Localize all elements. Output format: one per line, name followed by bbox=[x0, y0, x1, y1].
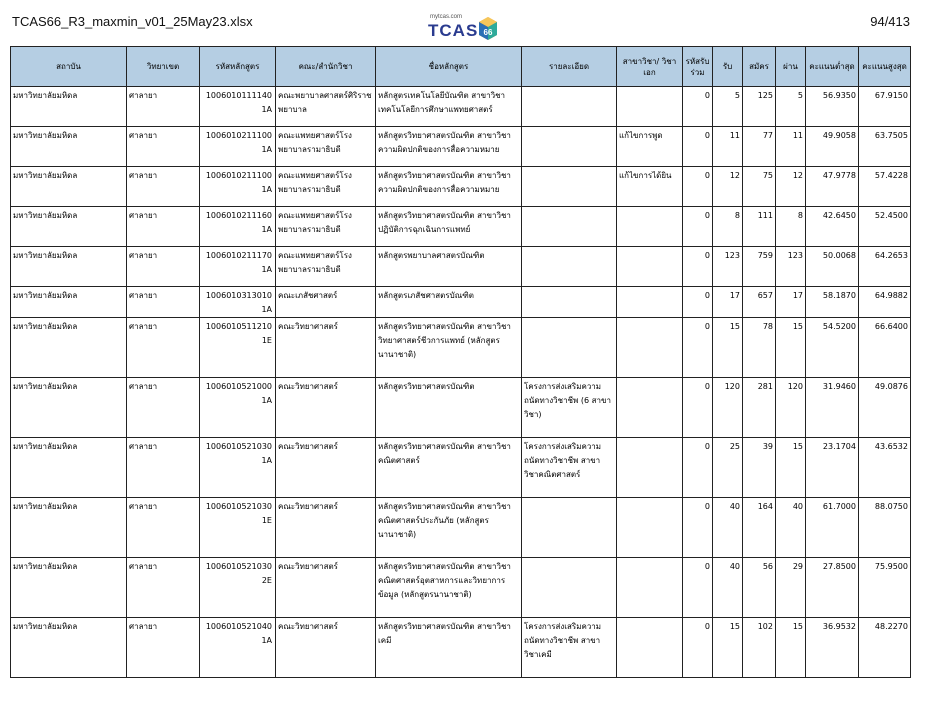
accept-cell: 25 bbox=[713, 438, 743, 498]
pass-cell: 12 bbox=[776, 167, 806, 207]
max-score-cell: 52.4500 bbox=[859, 207, 911, 247]
program-name-cell: หลักสูตรวิทยาศาสตรบัณฑิต bbox=[376, 378, 522, 438]
col-apply-header: สมัคร bbox=[743, 47, 776, 87]
campus-cell: ศาลายา bbox=[127, 207, 200, 247]
pass-cell: 120 bbox=[776, 378, 806, 438]
institution-cell: มหาวิทยาลัยมหิดล bbox=[11, 247, 127, 287]
faculty-cell: คณะแพทยศาสตร์โรงพยาบาลรามาธิบดี bbox=[276, 127, 376, 167]
min-score-cell: 50.0068 bbox=[806, 247, 859, 287]
max-score-cell: 66.6400 bbox=[859, 318, 911, 378]
file-title: TCAS66_R3_maxmin_v01_25May23.xlsx bbox=[12, 14, 253, 29]
major-cell bbox=[617, 618, 683, 678]
pass-cell: 123 bbox=[776, 247, 806, 287]
program-name-cell: หลักสูตรพยาบาลศาสตรบัณฑิต bbox=[376, 247, 522, 287]
accept-cell: 11 bbox=[713, 127, 743, 167]
pass-cell: 15 bbox=[776, 318, 806, 378]
faculty-cell: คณะแพทยศาสตร์โรงพยาบาลรามาธิบดี bbox=[276, 207, 376, 247]
joint-code-cell: 0 bbox=[683, 207, 713, 247]
faculty-cell: คณะพยาบาลศาสตร์ศิริราชพยาบาล bbox=[276, 87, 376, 127]
detail-cell bbox=[522, 318, 617, 378]
institution-cell: มหาวิทยาลัยมหิดล bbox=[11, 378, 127, 438]
min-score-cell: 31.9460 bbox=[806, 378, 859, 438]
institution-cell: มหาวิทยาลัยมหิดล bbox=[11, 127, 127, 167]
major-cell bbox=[617, 558, 683, 618]
min-score-cell: 47.9778 bbox=[806, 167, 859, 207]
major-cell bbox=[617, 287, 683, 318]
min-score-cell: 58.1870 bbox=[806, 287, 859, 318]
program-code-cell: 10060101111401A bbox=[200, 87, 276, 127]
min-score-cell: 27.8500 bbox=[806, 558, 859, 618]
table-row bbox=[11, 127, 911, 167]
campus-cell: ศาลายา bbox=[127, 287, 200, 318]
table-row bbox=[11, 558, 911, 618]
max-score-cell: 64.9882 bbox=[859, 287, 911, 318]
major-cell bbox=[617, 87, 683, 127]
program-name-cell: หลักสูตรเภสัชศาสตรบัณฑิต bbox=[376, 287, 522, 318]
table-row bbox=[11, 247, 911, 287]
program-name-cell: หลักสูตรวิทยาศาสตรบัณฑิต สาขาวิชาความผิดปกติของการสื่อความหมาย bbox=[376, 127, 522, 167]
program-code-cell: 10060102111001A bbox=[200, 167, 276, 207]
faculty-cell: คณะเภสัชศาสตร์ bbox=[276, 287, 376, 318]
program-name-cell: หลักสูตรวิทยาศาสตรบัณฑิต สาขาวิชาคณิตศาสตร์อุตสาหการและวิทยาการข้อมูล (หลักสูตรนานาชาติ) bbox=[376, 558, 522, 618]
accept-cell: 40 bbox=[713, 498, 743, 558]
detail-cell bbox=[522, 247, 617, 287]
major-cell bbox=[617, 438, 683, 498]
pass-cell: 15 bbox=[776, 618, 806, 678]
campus-cell: ศาลายา bbox=[127, 167, 200, 207]
accept-cell: 123 bbox=[713, 247, 743, 287]
major-cell: แก้ไขการพูด bbox=[617, 127, 683, 167]
apply-cell: 759 bbox=[743, 247, 776, 287]
min-score-cell: 42.6450 bbox=[806, 207, 859, 247]
faculty-cell: คณะวิทยาศาสตร์ bbox=[276, 318, 376, 378]
page-number: 94/413 bbox=[870, 14, 910, 29]
institution-cell: มหาวิทยาลัยมหิดล bbox=[11, 287, 127, 318]
col-pass-header: ผ่าน bbox=[776, 47, 806, 87]
faculty-cell: คณะวิทยาศาสตร์ bbox=[276, 378, 376, 438]
pass-cell: 29 bbox=[776, 558, 806, 618]
detail-cell bbox=[522, 498, 617, 558]
table-row bbox=[11, 167, 911, 207]
institution-cell: มหาวิทยาลัยมหิดล bbox=[11, 87, 127, 127]
apply-cell: 75 bbox=[743, 167, 776, 207]
detail-cell bbox=[522, 167, 617, 207]
col-institution-header: สถาบัน bbox=[11, 47, 127, 87]
apply-cell: 164 bbox=[743, 498, 776, 558]
table-row bbox=[11, 318, 911, 378]
program-name-cell: หลักสูตรเทคโนโลยีบัณฑิต สาขาวิชาเทคโนโลยีการศึกษาแพทยศาสตร์ bbox=[376, 87, 522, 127]
campus-cell: ศาลายา bbox=[127, 498, 200, 558]
max-score-cell: 75.9500 bbox=[859, 558, 911, 618]
results-table bbox=[10, 46, 911, 678]
program-code-cell: 10060105210301A bbox=[200, 438, 276, 498]
col-campus-header: วิทยาเขต bbox=[127, 47, 200, 87]
joint-code-cell: 0 bbox=[683, 87, 713, 127]
table-row bbox=[11, 378, 911, 438]
max-score-cell: 48.2270 bbox=[859, 618, 911, 678]
institution-cell: มหาวิทยาลัยมหิดล bbox=[11, 438, 127, 498]
program-code-cell: 10060105112101E bbox=[200, 318, 276, 378]
faculty-cell: คณะวิทยาศาสตร์ bbox=[276, 438, 376, 498]
detail-cell bbox=[522, 127, 617, 167]
col-detail-header: รายละเอียด bbox=[522, 47, 617, 87]
program-name-cell: หลักสูตรวิทยาศาสตรบัณฑิต สาขาวิชาคณิตศาสตร์ประกันภัย (หลักสูตรนานาชาติ) bbox=[376, 498, 522, 558]
accept-cell: 8 bbox=[713, 207, 743, 247]
pass-cell: 40 bbox=[776, 498, 806, 558]
institution-cell: มหาวิทยาลัยมหิดล bbox=[11, 207, 127, 247]
max-score-cell: 43.6532 bbox=[859, 438, 911, 498]
max-score-cell: 57.4228 bbox=[859, 167, 911, 207]
min-score-cell: 56.9350 bbox=[806, 87, 859, 127]
faculty-cell: คณะวิทยาศาสตร์ bbox=[276, 558, 376, 618]
program-name-cell: หลักสูตรวิทยาศาสตรบัณฑิต สาขาวิชาความผิดปกติของการสื่อความหมาย bbox=[376, 167, 522, 207]
detail-cell: โครงการส่งเสริมความถนัดทางวิชาชีพ สาขาวิชาคณิตศาสตร์ bbox=[522, 438, 617, 498]
col-accept-header: รับ bbox=[713, 47, 743, 87]
table-body bbox=[11, 87, 911, 678]
pass-cell: 8 bbox=[776, 207, 806, 247]
campus-cell: ศาลายา bbox=[127, 558, 200, 618]
col-joint-code-header: รหัสรับ ร่วม bbox=[683, 47, 713, 87]
joint-code-cell: 0 bbox=[683, 498, 713, 558]
accept-cell: 120 bbox=[713, 378, 743, 438]
accept-cell: 15 bbox=[713, 618, 743, 678]
campus-cell: ศาลายา bbox=[127, 127, 200, 167]
apply-cell: 111 bbox=[743, 207, 776, 247]
max-score-cell: 49.0876 bbox=[859, 378, 911, 438]
apply-cell: 78 bbox=[743, 318, 776, 378]
col-program-name-header: ชื่อหลักสูตร bbox=[376, 47, 522, 87]
joint-code-cell: 0 bbox=[683, 247, 713, 287]
apply-cell: 56 bbox=[743, 558, 776, 618]
detail-cell bbox=[522, 287, 617, 318]
campus-cell: ศาลายา bbox=[127, 378, 200, 438]
max-score-cell: 64.2653 bbox=[859, 247, 911, 287]
table-row bbox=[11, 498, 911, 558]
table-row bbox=[11, 207, 911, 247]
institution-cell: มหาวิทยาลัยมหิดล bbox=[11, 167, 127, 207]
apply-cell: 281 bbox=[743, 378, 776, 438]
pass-cell: 15 bbox=[776, 438, 806, 498]
col-major-header: สาขาวิชา/ วิชาเอก bbox=[617, 47, 683, 87]
detail-cell: โครงการส่งเสริมความถนัดทางวิชาชีพ สาขาวิชาเคมี bbox=[522, 618, 617, 678]
min-score-cell: 36.9532 bbox=[806, 618, 859, 678]
joint-code-cell: 0 bbox=[683, 378, 713, 438]
apply-cell: 102 bbox=[743, 618, 776, 678]
logo-cube-icon bbox=[478, 16, 498, 42]
pass-cell: 11 bbox=[776, 127, 806, 167]
results-table-wrapper bbox=[10, 46, 910, 678]
apply-cell: 125 bbox=[743, 87, 776, 127]
institution-cell: มหาวิทยาลัยมหิดล bbox=[11, 318, 127, 378]
min-score-cell: 23.1704 bbox=[806, 438, 859, 498]
accept-cell: 5 bbox=[713, 87, 743, 127]
program-code-cell: 10060105210401A bbox=[200, 618, 276, 678]
joint-code-cell: 0 bbox=[683, 318, 713, 378]
accept-cell: 15 bbox=[713, 318, 743, 378]
table-row bbox=[11, 287, 911, 318]
pass-cell: 5 bbox=[776, 87, 806, 127]
campus-cell: ศาลายา bbox=[127, 318, 200, 378]
institution-cell: มหาวิทยาลัยมหิดล bbox=[11, 498, 127, 558]
min-score-cell: 49.9058 bbox=[806, 127, 859, 167]
apply-cell: 657 bbox=[743, 287, 776, 318]
accept-cell: 17 bbox=[713, 287, 743, 318]
major-cell bbox=[617, 318, 683, 378]
apply-cell: 39 bbox=[743, 438, 776, 498]
campus-cell: ศาลายา bbox=[127, 87, 200, 127]
table-row bbox=[11, 618, 911, 678]
min-score-cell: 54.5200 bbox=[806, 318, 859, 378]
table-row bbox=[11, 87, 911, 127]
tcas-logo bbox=[426, 14, 502, 44]
col-min-score-header: คะแนนต่ำสุด bbox=[806, 47, 859, 87]
joint-code-cell: 0 bbox=[683, 167, 713, 207]
table-row bbox=[11, 438, 911, 498]
program-code-cell: 10060102111701A bbox=[200, 247, 276, 287]
logo-cube-number: 66 bbox=[483, 28, 493, 37]
detail-cell: โครงการส่งเสริมความถนัดทางวิชาชีพ (6 สาขาวิชา) bbox=[522, 378, 617, 438]
col-faculty-header: คณะ/สำนักวิชา bbox=[276, 47, 376, 87]
joint-code-cell: 0 bbox=[683, 127, 713, 167]
program-name-cell: หลักสูตรวิทยาศาสตรบัณฑิต สาขาวิชาวิทยาศาสตร์ชีวการแพทย์ (หลักสูตรนานาชาติ) bbox=[376, 318, 522, 378]
faculty-cell: คณะแพทยศาสตร์โรงพยาบาลรามาธิบดี bbox=[276, 167, 376, 207]
max-score-cell: 63.7505 bbox=[859, 127, 911, 167]
institution-cell: มหาวิทยาลัยมหิดล bbox=[11, 558, 127, 618]
program-name-cell: หลักสูตรวิทยาศาสตรบัณฑิต สาขาวิชาเคมี bbox=[376, 618, 522, 678]
campus-cell: ศาลายา bbox=[127, 618, 200, 678]
program-name-cell: หลักสูตรวิทยาศาสตรบัณฑิต สาขาวิชาปฏิบัติการฉุกเฉินการแพทย์ bbox=[376, 207, 522, 247]
campus-cell: ศาลายา bbox=[127, 247, 200, 287]
logo-text: TCAS bbox=[428, 21, 479, 40]
program-code-cell: 10060105210001A bbox=[200, 378, 276, 438]
major-cell: แก้ไขการได้ยิน bbox=[617, 167, 683, 207]
program-code-cell: 10060102111601A bbox=[200, 207, 276, 247]
detail-cell bbox=[522, 87, 617, 127]
col-program-code-header: รหัสหลักสูตร bbox=[200, 47, 276, 87]
program-code-cell: 10060103130101A bbox=[200, 287, 276, 318]
logo-site-text: mytcas.com bbox=[430, 14, 463, 20]
pass-cell: 17 bbox=[776, 287, 806, 318]
program-code-cell: 10060102111001A bbox=[200, 127, 276, 167]
accept-cell: 12 bbox=[713, 167, 743, 207]
detail-cell bbox=[522, 207, 617, 247]
accept-cell: 40 bbox=[713, 558, 743, 618]
detail-cell bbox=[522, 558, 617, 618]
joint-code-cell: 0 bbox=[683, 558, 713, 618]
campus-cell: ศาลายา bbox=[127, 438, 200, 498]
joint-code-cell: 0 bbox=[683, 618, 713, 678]
apply-cell: 77 bbox=[743, 127, 776, 167]
program-code-cell: 10060105210301E bbox=[200, 498, 276, 558]
institution-cell: มหาวิทยาลัยมหิดล bbox=[11, 618, 127, 678]
max-score-cell: 67.9150 bbox=[859, 87, 911, 127]
faculty-cell: คณะวิทยาศาสตร์ bbox=[276, 498, 376, 558]
program-name-cell: หลักสูตรวิทยาศาสตรบัณฑิต สาขาวิชาคณิตศาสตร์ bbox=[376, 438, 522, 498]
joint-code-cell: 0 bbox=[683, 287, 713, 318]
major-cell bbox=[617, 207, 683, 247]
major-cell bbox=[617, 498, 683, 558]
table-header-row bbox=[11, 47, 911, 87]
max-score-cell: 88.0750 bbox=[859, 498, 911, 558]
program-code-cell: 10060105210302E bbox=[200, 558, 276, 618]
min-score-cell: 61.7000 bbox=[806, 498, 859, 558]
joint-code-cell: 0 bbox=[683, 438, 713, 498]
col-max-score-header: คะแนนสูงสุด bbox=[859, 47, 911, 87]
faculty-cell: คณะวิทยาศาสตร์ bbox=[276, 618, 376, 678]
major-cell bbox=[617, 247, 683, 287]
major-cell bbox=[617, 378, 683, 438]
faculty-cell: คณะแพทยศาสตร์โรงพยาบาลรามาธิบดี bbox=[276, 247, 376, 287]
page-header bbox=[0, 0, 928, 46]
